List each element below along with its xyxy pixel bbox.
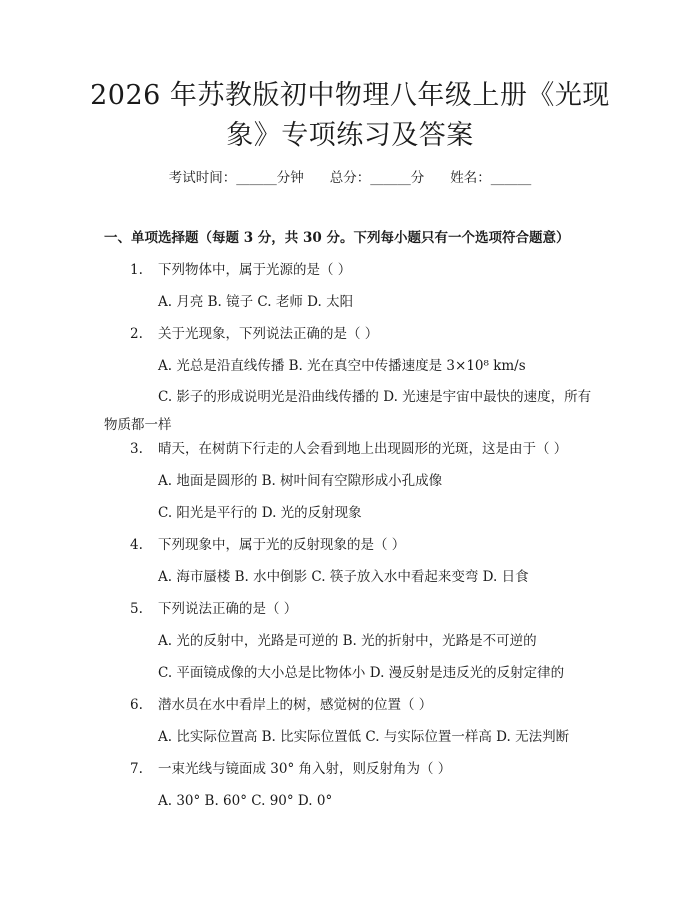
question-6-options: A. 比实际位置高 B. 比实际位置低 C. 与实际位置一样高 D. 无法判断 — [158, 729, 570, 745]
question-number: 3. — [130, 441, 143, 457]
question-3-options-cd: C. 阳光是平行的 D. 光的反射现象 — [158, 505, 362, 521]
question-text: 一束光线与镜面成 30° 角入射，则反射角为（ ） — [158, 761, 452, 777]
question-5 — [130, 597, 297, 621]
question-number: 7. — [130, 761, 143, 777]
question-text: 关于光现象，下列说法正确的是（ ） — [158, 326, 379, 342]
question-number: 5. — [130, 601, 143, 617]
student-name: 姓名：______ — [450, 170, 532, 186]
question-text: 下列说法正确的是（ ） — [158, 601, 298, 617]
exam-time: 考试时间：______分钟 — [168, 170, 304, 186]
question-text: 下列物体中，属于光源的是（ ） — [158, 262, 352, 278]
total-score: 总分：______分 — [329, 170, 425, 186]
question-1 — [130, 258, 351, 282]
question-text: 下列现象中，属于光的反射现象的是（ ） — [158, 537, 406, 553]
question-2-options-cd: C. 影子的形成说明光是沿曲线传播的 D. 光速是宇宙中最快的速度，所有物质都一样 — [104, 389, 592, 433]
question-number: 2. — [130, 326, 143, 342]
question-number: 4. — [130, 537, 143, 553]
question-5-options-cd: C. 平面镜成像的大小总是比物体小 D. 漫反射是违反光的反射定律的 — [158, 665, 565, 681]
question-number: 6. — [130, 697, 143, 713]
question-7-options: A. 30° B. 60° C. 90° D. 0° — [158, 793, 333, 809]
exam-meta — [0, 166, 700, 190]
question-text: 晴天，在树荫下行走的人会看到地上出现圆形的光斑，这是由于（ ） — [158, 441, 568, 457]
question-3 — [130, 437, 567, 461]
question-5-options-ab: A. 光的反射中，光路是可逆的 B. 光的折射中，光路是不可逆的 — [158, 633, 537, 649]
question-4 — [130, 533, 405, 557]
question-number: 1. — [130, 262, 143, 278]
question-4-options: A. 海市蜃楼 B. 水中倒影 C. 筷子放入水中看起来变弯 D. 日食 — [158, 569, 529, 585]
section-heading: 一、单项选择题（每题 3 分，共 30 分。下列每小题只有一个选项符合题意） — [104, 230, 570, 246]
question-2-options-ab: A. 光总是沿直线传播 B. 光在真空中传播速度是 3×10⁸ km/s — [158, 358, 526, 374]
question-7 — [130, 757, 451, 781]
question-6 — [130, 693, 432, 717]
question-1-options: A. 月亮 B. 镜子 C. 老师 D. 太阳 — [158, 294, 354, 310]
question-3-options-ab: A. 地面是圆形的 B. 树叶间有空隙形成小孔成像 — [158, 473, 443, 489]
title-line-2: 象》专项练习及答案 — [226, 120, 474, 151]
question-text: 潜水员在水中看岸上的树，感觉树的位置（ ） — [158, 697, 433, 713]
title-line-1: 2026 年苏教版初中物理八年级上册《光现 — [90, 80, 610, 111]
page-title — [60, 76, 640, 156]
question-2 — [130, 322, 378, 346]
